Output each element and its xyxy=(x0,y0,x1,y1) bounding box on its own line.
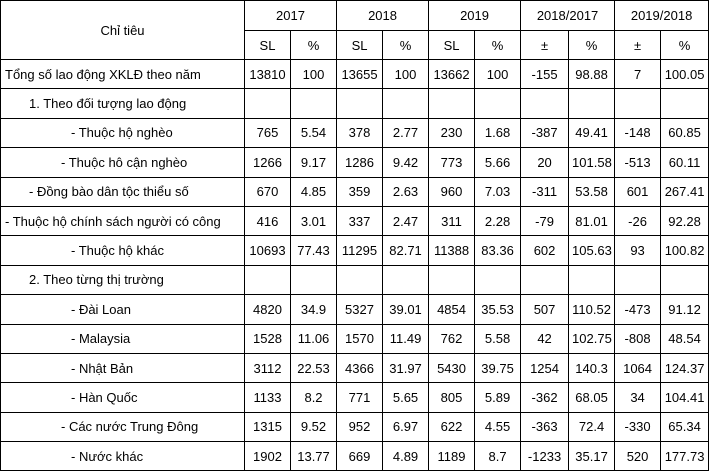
data-cell: 13662 xyxy=(429,60,475,89)
data-cell: 765 xyxy=(245,118,291,147)
data-cell xyxy=(383,265,429,294)
data-cell: -155 xyxy=(521,60,569,89)
data-cell: 100.82 xyxy=(661,236,709,265)
subheader-cell: % xyxy=(383,31,429,60)
data-cell: 11.49 xyxy=(383,324,429,353)
subheader-cell: ± xyxy=(615,31,661,60)
year-2019-header: 2019 xyxy=(429,1,521,31)
data-cell: 416 xyxy=(245,206,291,235)
data-cell: 3.01 xyxy=(291,206,337,235)
data-cell xyxy=(615,89,661,118)
data-cell xyxy=(661,89,709,118)
data-cell: 98.88 xyxy=(569,60,615,89)
data-cell: 4.89 xyxy=(383,442,429,471)
subheader-cell: SL xyxy=(429,31,475,60)
table-row xyxy=(1,177,709,206)
data-cell: 9.17 xyxy=(291,148,337,177)
data-cell: 11295 xyxy=(337,236,383,265)
data-cell: 11.06 xyxy=(291,324,337,353)
data-cell: 2.63 xyxy=(383,177,429,206)
data-cell: 1902 xyxy=(245,442,291,471)
row-label: - Thuộc hô cận nghèo xyxy=(1,148,245,177)
data-cell: 39.75 xyxy=(475,353,521,382)
data-cell: 5327 xyxy=(337,295,383,324)
data-cell: -808 xyxy=(615,324,661,353)
data-cell: 60.11 xyxy=(661,148,709,177)
data-cell xyxy=(429,265,475,294)
row-label: - Thuộc hộ khác xyxy=(1,236,245,265)
data-cell: 93 xyxy=(615,236,661,265)
data-cell: -311 xyxy=(521,177,569,206)
data-cell: 1286 xyxy=(337,148,383,177)
table-row xyxy=(1,148,709,177)
subheader-cell: % xyxy=(475,31,521,60)
data-cell xyxy=(429,89,475,118)
data-cell: 2.47 xyxy=(383,206,429,235)
table-row xyxy=(1,353,709,382)
data-cell: 124.37 xyxy=(661,353,709,382)
data-cell: 669 xyxy=(337,442,383,471)
data-cell: 140.3 xyxy=(569,353,615,382)
year-2017-header: 2017 xyxy=(245,1,337,31)
data-cell: 771 xyxy=(337,383,383,412)
data-cell: 31.97 xyxy=(383,353,429,382)
data-cell: 1266 xyxy=(245,148,291,177)
data-cell: -330 xyxy=(615,412,661,441)
data-cell: 177.73 xyxy=(661,442,709,471)
data-cell: 91.12 xyxy=(661,295,709,324)
data-cell: 10693 xyxy=(245,236,291,265)
data-cell: 3112 xyxy=(245,353,291,382)
data-cell: 48.54 xyxy=(661,324,709,353)
data-cell: 13810 xyxy=(245,60,291,89)
data-cell: 1189 xyxy=(429,442,475,471)
data-cell: 13655 xyxy=(337,60,383,89)
data-cell: 68.05 xyxy=(569,383,615,412)
data-cell: 82.71 xyxy=(383,236,429,265)
data-cell: 960 xyxy=(429,177,475,206)
data-cell xyxy=(291,265,337,294)
data-cell xyxy=(383,89,429,118)
row-label: - Đài Loan xyxy=(1,295,245,324)
year-2018-header: 2018 xyxy=(337,1,429,31)
data-cell: 507 xyxy=(521,295,569,324)
data-cell: 49.41 xyxy=(569,118,615,147)
data-cell: 601 xyxy=(615,177,661,206)
data-cell: 77.43 xyxy=(291,236,337,265)
table-body xyxy=(1,60,709,471)
data-cell: -26 xyxy=(615,206,661,235)
data-cell: 100 xyxy=(291,60,337,89)
data-cell: 1.68 xyxy=(475,118,521,147)
subheader-cell: % xyxy=(569,31,615,60)
data-cell xyxy=(569,265,615,294)
data-cell: 100.05 xyxy=(661,60,709,89)
data-cell: 60.85 xyxy=(661,118,709,147)
table-row xyxy=(1,265,709,294)
data-cell: 81.01 xyxy=(569,206,615,235)
data-cell: 5.89 xyxy=(475,383,521,412)
subheader-cell: ± xyxy=(521,31,569,60)
data-cell: 1315 xyxy=(245,412,291,441)
data-cell: 670 xyxy=(245,177,291,206)
data-cell: -473 xyxy=(615,295,661,324)
table-row xyxy=(1,89,709,118)
data-cell xyxy=(245,89,291,118)
data-cell: 5.66 xyxy=(475,148,521,177)
data-cell: 5.54 xyxy=(291,118,337,147)
data-cell: 11388 xyxy=(429,236,475,265)
row-label: - Các nước Trung Đông xyxy=(1,412,245,441)
data-cell: -1233 xyxy=(521,442,569,471)
data-cell: 4820 xyxy=(245,295,291,324)
data-cell: 378 xyxy=(337,118,383,147)
data-cell: 4.85 xyxy=(291,177,337,206)
data-cell: 13.77 xyxy=(291,442,337,471)
data-cell: 8.2 xyxy=(291,383,337,412)
table-row xyxy=(1,324,709,353)
data-cell: -387 xyxy=(521,118,569,147)
data-cell xyxy=(615,265,661,294)
table-row xyxy=(1,236,709,265)
data-cell: 267.41 xyxy=(661,177,709,206)
data-cell xyxy=(475,89,521,118)
data-cell: 65.34 xyxy=(661,412,709,441)
data-cell: 9.42 xyxy=(383,148,429,177)
row-label: Tổng số lao động XKLĐ theo năm xyxy=(1,60,245,89)
data-cell: 359 xyxy=(337,177,383,206)
table-row xyxy=(1,118,709,147)
data-cell: 20 xyxy=(521,148,569,177)
data-cell: 2.28 xyxy=(475,206,521,235)
data-cell: 1528 xyxy=(245,324,291,353)
data-cell: 5430 xyxy=(429,353,475,382)
data-cell: 4366 xyxy=(337,353,383,382)
data-cell: 105.63 xyxy=(569,236,615,265)
row-label: - Đồng bào dân tộc thiểu số xyxy=(1,177,245,206)
data-cell: 9.52 xyxy=(291,412,337,441)
row-label: - Thuộc hộ chính sách người có công xyxy=(1,206,245,235)
data-cell: 602 xyxy=(521,236,569,265)
data-cell: 39.01 xyxy=(383,295,429,324)
data-cell: 22.53 xyxy=(291,353,337,382)
data-cell: 100 xyxy=(475,60,521,89)
data-cell xyxy=(245,265,291,294)
data-cell: -513 xyxy=(615,148,661,177)
data-cell: -79 xyxy=(521,206,569,235)
row-label: - Thuộc hộ nghèo xyxy=(1,118,245,147)
subheader-cell: % xyxy=(661,31,709,60)
header-row-years xyxy=(1,1,709,31)
data-cell: 42 xyxy=(521,324,569,353)
subheader-cell: SL xyxy=(245,31,291,60)
data-cell xyxy=(475,265,521,294)
data-cell xyxy=(291,89,337,118)
data-cell: 8.7 xyxy=(475,442,521,471)
data-cell: 520 xyxy=(615,442,661,471)
data-cell xyxy=(337,89,383,118)
data-cell: 952 xyxy=(337,412,383,441)
data-cell: 83.36 xyxy=(475,236,521,265)
data-cell: 762 xyxy=(429,324,475,353)
data-cell xyxy=(661,265,709,294)
data-cell: 622 xyxy=(429,412,475,441)
table-row xyxy=(1,206,709,235)
data-cell xyxy=(337,265,383,294)
table-row xyxy=(1,442,709,471)
data-cell: 1133 xyxy=(245,383,291,412)
table-row xyxy=(1,412,709,441)
data-cell xyxy=(521,89,569,118)
data-cell: 1254 xyxy=(521,353,569,382)
data-cell: 7.03 xyxy=(475,177,521,206)
data-cell: 34 xyxy=(615,383,661,412)
data-cell: 34.9 xyxy=(291,295,337,324)
data-cell: 100 xyxy=(383,60,429,89)
row-label: - Hàn Quốc xyxy=(1,383,245,412)
data-cell: 4.55 xyxy=(475,412,521,441)
subheader-cell: SL xyxy=(337,31,383,60)
data-cell: 110.52 xyxy=(569,295,615,324)
data-cell: -148 xyxy=(615,118,661,147)
table-row xyxy=(1,295,709,324)
row-label: 2. Theo từng thị trường xyxy=(1,265,245,294)
data-cell: 102.75 xyxy=(569,324,615,353)
table-row xyxy=(1,60,709,89)
row-label: 1. Theo đối tượng lao động xyxy=(1,89,245,118)
data-cell: 5.65 xyxy=(383,383,429,412)
subheader-cell: % xyxy=(291,31,337,60)
data-cell: 2.77 xyxy=(383,118,429,147)
data-cell: -362 xyxy=(521,383,569,412)
row-label: - Nhật Bản xyxy=(1,353,245,382)
data-cell: 337 xyxy=(337,206,383,235)
data-cell: 35.53 xyxy=(475,295,521,324)
change-2019-2018-header: 2019/2018 xyxy=(615,1,709,31)
indicator-header: Chỉ tiêu xyxy=(1,1,245,60)
data-cell: 104.41 xyxy=(661,383,709,412)
row-label: - Nước khác xyxy=(1,442,245,471)
row-label: - Malaysia xyxy=(1,324,245,353)
data-cell: 5.58 xyxy=(475,324,521,353)
data-cell: 72.4 xyxy=(569,412,615,441)
data-cell: 773 xyxy=(429,148,475,177)
data-cell: 7 xyxy=(615,60,661,89)
data-cell: 311 xyxy=(429,206,475,235)
data-cell: -363 xyxy=(521,412,569,441)
data-cell: 101.58 xyxy=(569,148,615,177)
data-cell xyxy=(569,89,615,118)
change-2018-2017-header: 2018/2017 xyxy=(521,1,615,31)
data-cell: 805 xyxy=(429,383,475,412)
data-cell: 1064 xyxy=(615,353,661,382)
data-cell: 4854 xyxy=(429,295,475,324)
data-cell: 6.97 xyxy=(383,412,429,441)
data-cell: 1570 xyxy=(337,324,383,353)
data-cell: 53.58 xyxy=(569,177,615,206)
data-cell: 230 xyxy=(429,118,475,147)
data-cell: 92.28 xyxy=(661,206,709,235)
data-cell: 35.17 xyxy=(569,442,615,471)
data-cell xyxy=(521,265,569,294)
table-row xyxy=(1,383,709,412)
